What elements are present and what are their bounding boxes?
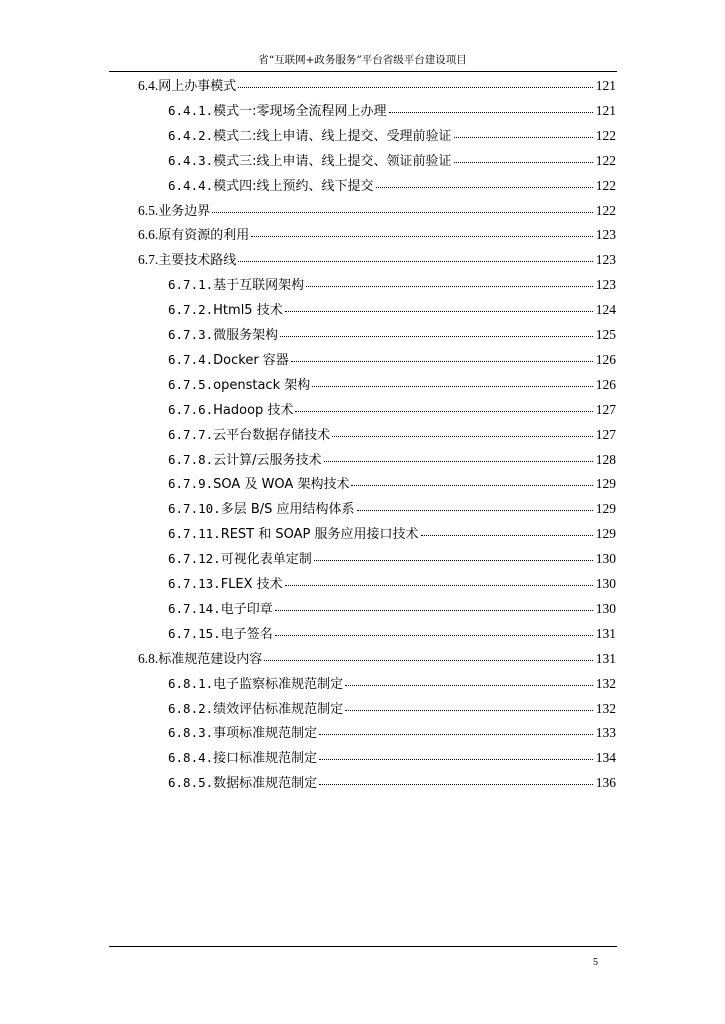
toc-dot-leader bbox=[238, 261, 592, 262]
toc-dot-leader bbox=[295, 411, 592, 412]
toc-entry-title: 标准规范建设内容 bbox=[158, 651, 263, 667]
toc-dot-leader bbox=[376, 187, 593, 188]
toc-entry-page: 126 bbox=[595, 351, 616, 367]
toc-entry-number: 6.7.11. bbox=[168, 526, 221, 542]
page-number: 5 bbox=[593, 957, 598, 968]
toc-dot-leader bbox=[319, 734, 593, 735]
toc-entry-page: 123 bbox=[595, 252, 616, 268]
toc-entry-page: 132 bbox=[595, 700, 616, 716]
toc-entry-page: 124 bbox=[595, 302, 616, 318]
toc-dot-leader bbox=[285, 311, 593, 312]
toc-entry[interactable] bbox=[168, 400, 616, 420]
toc-entry-number: 6.5. bbox=[138, 202, 159, 218]
toc-dot-leader bbox=[275, 610, 593, 611]
toc-entry-page: 136 bbox=[595, 775, 616, 791]
toc-entry-title: 微服务架构 bbox=[213, 328, 279, 343]
toc-entry-number: 6.7.8. bbox=[168, 451, 214, 467]
toc-entry-number: 6.7.10. bbox=[168, 501, 221, 517]
toc-entry-title: 模式一:零现场全流程网上办理 bbox=[213, 103, 387, 119]
toc-dot-leader bbox=[275, 635, 593, 636]
toc-entry-title: 电子监察标准规范制定 bbox=[213, 676, 344, 692]
toc-entry[interactable] bbox=[168, 599, 616, 619]
toc-entry-number: 6.7.15. bbox=[168, 625, 221, 641]
toc-entry-page: 121 bbox=[595, 102, 616, 118]
toc-entry-title: FLEX 技术 bbox=[220, 577, 283, 592]
toc-entry-page: 128 bbox=[595, 451, 616, 467]
toc-entry[interactable] bbox=[168, 325, 616, 345]
toc-entry[interactable] bbox=[168, 624, 616, 644]
toc-entry-title: Docker 容器 bbox=[213, 352, 289, 368]
toc-entry[interactable] bbox=[168, 699, 616, 719]
toc-dot-leader bbox=[351, 485, 592, 486]
toc-entry-number: 6.7. bbox=[138, 252, 159, 268]
toc-entry-number: 6.8.2. bbox=[168, 700, 214, 716]
toc-dot-leader bbox=[280, 336, 593, 337]
toc-entry-title: 网上办事模式 bbox=[158, 79, 237, 94]
toc-dot-leader bbox=[238, 87, 592, 88]
toc-entry-number: 6.8.4. bbox=[168, 750, 214, 766]
toc-entry-number: 6.7.5. bbox=[168, 376, 214, 392]
toc-entry-page: 123 bbox=[595, 227, 616, 243]
toc-entry-page: 125 bbox=[595, 327, 616, 342]
toc-entry-title: Html5 技术 bbox=[213, 303, 283, 319]
toc-entry-number: 6.4. bbox=[138, 78, 159, 93]
toc-entry[interactable] bbox=[168, 524, 616, 544]
toc-entry[interactable] bbox=[168, 723, 616, 743]
toc-entry-page: 130 bbox=[595, 600, 616, 616]
toc-entry-title: 电子签名 bbox=[220, 626, 273, 642]
toc-dot-leader bbox=[251, 236, 592, 237]
toc-entry[interactable] bbox=[168, 151, 616, 171]
toc-entry-page: 134 bbox=[595, 750, 616, 766]
footer-divider bbox=[109, 946, 617, 947]
toc-entry-title: 绩效评估标准规范制定 bbox=[213, 701, 344, 717]
toc-entry[interactable] bbox=[138, 250, 616, 270]
toc-entry[interactable] bbox=[138, 201, 616, 221]
page-header-title: 省“互联网+政务服务”平台省级平台建设项目 bbox=[258, 54, 467, 66]
toc-entry-title: 云计算/云服务技术 bbox=[213, 452, 322, 468]
toc-entry-page: 127 bbox=[595, 426, 616, 442]
toc-dot-leader bbox=[324, 461, 593, 462]
toc-entry[interactable] bbox=[168, 101, 616, 121]
toc-entry-number: 6.8.5. bbox=[168, 775, 214, 791]
toc-entry[interactable] bbox=[168, 176, 616, 196]
toc-dot-leader bbox=[345, 710, 593, 711]
toc-entry-title: 可视化表单定制 bbox=[220, 552, 312, 568]
toc-entry-page: 132 bbox=[595, 675, 616, 691]
toc-entry-number: 6.7.13. bbox=[168, 576, 221, 591]
toc-dot-leader bbox=[319, 784, 593, 785]
toc-entry-title: 事项标准规范制定 bbox=[213, 726, 318, 742]
toc-entry-number: 6.8.1. bbox=[168, 675, 214, 691]
toc-entry-number: 6.7.6. bbox=[168, 401, 214, 417]
toc-entry-page: 131 bbox=[595, 650, 616, 666]
toc-entry-title: 主要技术路线 bbox=[158, 253, 237, 269]
toc-dot-leader bbox=[291, 361, 593, 362]
toc-entry[interactable] bbox=[168, 748, 616, 768]
toc-entry-page: 129 bbox=[595, 501, 616, 517]
toc-entry[interactable] bbox=[168, 574, 616, 594]
toc-entry-number: 6.4.4. bbox=[168, 177, 214, 193]
toc-entry-title: 基于互联网架构 bbox=[213, 278, 305, 294]
toc-dot-leader bbox=[312, 386, 593, 387]
toc-entry-number: 6.7.4. bbox=[168, 351, 214, 367]
toc-entry[interactable] bbox=[168, 275, 616, 295]
toc-dot-leader bbox=[389, 112, 593, 113]
toc-entry-page: 130 bbox=[595, 576, 616, 591]
toc-entry[interactable] bbox=[168, 499, 616, 519]
toc-entry-page: 127 bbox=[595, 401, 616, 417]
toc-entry-title: 模式四:线上预约、线下提交 bbox=[213, 178, 374, 194]
toc-entry-title: Hadoop 技术 bbox=[213, 402, 294, 418]
toc-entry-page: 131 bbox=[595, 625, 616, 641]
toc-entry[interactable] bbox=[138, 76, 616, 96]
toc-dot-leader bbox=[212, 212, 592, 213]
toc-entry-page: 129 bbox=[595, 476, 616, 492]
toc-entry-page: 126 bbox=[595, 376, 616, 392]
toc-entry-number: 6.8. bbox=[138, 650, 159, 666]
toc-entry[interactable] bbox=[138, 649, 616, 669]
toc-dot-leader bbox=[345, 685, 593, 686]
toc-entry-number: 6.7.12. bbox=[168, 551, 221, 567]
toc-dot-leader bbox=[454, 162, 593, 163]
toc-entry-title: 电子印章 bbox=[220, 601, 273, 617]
toc-entry[interactable] bbox=[168, 773, 616, 793]
toc-dot-leader bbox=[306, 286, 593, 287]
toc-entry[interactable] bbox=[168, 350, 616, 370]
toc-dot-leader bbox=[264, 660, 592, 661]
toc-dot-leader bbox=[314, 560, 593, 561]
toc-entry-number: 6.7.3. bbox=[168, 327, 214, 342]
toc-dot-leader bbox=[319, 759, 593, 760]
toc-dot-leader bbox=[421, 535, 593, 536]
toc-entry-number: 6.7.14. bbox=[168, 600, 221, 616]
toc-dot-leader bbox=[454, 137, 593, 138]
toc-entry-page: 122 bbox=[595, 152, 616, 168]
toc-entry-title: openstack 架构 bbox=[213, 377, 311, 393]
toc-entry-title: 原有资源的利用 bbox=[158, 228, 250, 244]
toc-entry-title: 模式三:线上申请、线上提交、领证前验证 bbox=[213, 153, 452, 169]
toc-entry[interactable] bbox=[168, 375, 616, 395]
toc-entry[interactable] bbox=[168, 300, 616, 320]
toc-dot-leader bbox=[332, 436, 593, 437]
toc-entry-title: SOA 及 WOA 架构技术 bbox=[213, 477, 350, 493]
toc-entry-number: 6.4.2. bbox=[168, 127, 214, 143]
toc-entry-page: 122 bbox=[595, 127, 616, 143]
toc-entry-title: 数据标准规范制定 bbox=[213, 776, 318, 792]
toc-entry-page: 122 bbox=[595, 177, 616, 193]
toc-entry[interactable] bbox=[168, 450, 616, 470]
header-divider bbox=[109, 71, 617, 72]
toc-entry-page: 129 bbox=[595, 526, 616, 542]
toc-entry-title: 云平台数据存储技术 bbox=[213, 427, 331, 443]
toc-entry-number: 6.4.3. bbox=[168, 152, 214, 168]
toc-entry[interactable] bbox=[168, 126, 616, 146]
toc-entry-page: 122 bbox=[595, 202, 616, 218]
toc-entry[interactable] bbox=[138, 225, 616, 245]
toc-dot-leader bbox=[285, 585, 593, 586]
toc-entry-page: 133 bbox=[595, 725, 616, 741]
toc-entry-number: 6.7.7. bbox=[168, 426, 214, 442]
toc-entry-number: 6.4.1. bbox=[168, 102, 214, 118]
toc-entry[interactable] bbox=[168, 474, 616, 494]
toc-entry-page: 121 bbox=[595, 78, 616, 93]
toc-entry[interactable] bbox=[168, 674, 616, 694]
toc-entry-title: REST 和 SOAP 服务应用接口技术 bbox=[220, 527, 419, 543]
toc-entry-page: 130 bbox=[595, 551, 616, 567]
toc-dot-leader bbox=[357, 510, 593, 511]
toc-entry-number: 6.7.9. bbox=[168, 476, 214, 492]
toc-entry-page: 123 bbox=[595, 277, 616, 293]
toc-entry-title: 接口标准规范制定 bbox=[213, 751, 318, 767]
toc-entry[interactable] bbox=[168, 549, 616, 569]
toc-entry-title: 模式二:线上申请、线上提交、受理前验证 bbox=[213, 128, 452, 144]
toc-entry-number: 6.7.2. bbox=[168, 302, 214, 318]
toc-entry-title: 多层 B/S 应用结构体系 bbox=[220, 502, 355, 518]
toc-entry-number: 6.8.3. bbox=[168, 725, 214, 741]
toc-entry-number: 6.6. bbox=[138, 227, 159, 243]
toc-entry-title: 业务边界 bbox=[158, 203, 211, 219]
toc-entry-number: 6.7.1. bbox=[168, 277, 214, 293]
toc-entry[interactable] bbox=[168, 425, 616, 445]
